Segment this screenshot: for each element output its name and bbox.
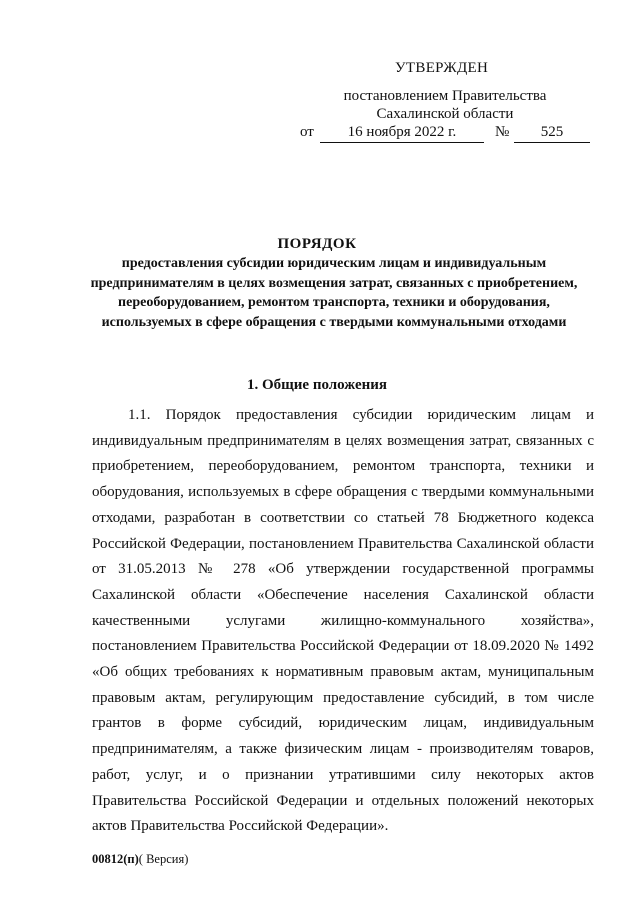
- approval-date: 16 ноября 2022 г.: [320, 124, 484, 143]
- footer-document-code: [92, 852, 188, 867]
- number-sign-label: №: [495, 124, 510, 140]
- date-from-label: от: [300, 124, 314, 140]
- document-title: ПОРЯДОК: [277, 236, 357, 252]
- section-heading: 1. Общие положения: [246, 377, 388, 393]
- footer-code: 00812(п): [92, 852, 139, 866]
- approval-region-line: Сахалинской области: [376, 106, 514, 122]
- approval-date-row: [0, 124, 634, 144]
- footer-version: ( Версия): [138, 852, 189, 866]
- document-subtitle: предоставления субсидии юридическим лицам и индивидуальным предпринимателям в целях возмещения затрат, связанных с приобретением, переоборудованием, ремонтом транспорта, техники и оборудования, используемых в сфере обращения с твердыми коммунальными отходами: [90, 256, 578, 330]
- approval-title: УТВЕРЖДЕН: [395, 60, 489, 76]
- approval-number: 525: [514, 124, 590, 143]
- section-paragraph: 1.1. Порядок предоставления субсидии юридическим лицам и индивидуальным предпринимателям в целях возмещения затрат, связанных с приобретением, переоборудованием, ремонтом транспорта, техники и оборудования, используемых в сфере обращения с твердыми коммунальными отходами, разработан в соответствии со статьей 78 Бюджетного кодекса Российской Федерации, постановлением Правительства Сахалинской области от 31.05.2013 № 278 «Об утверждении государственной программы Сахалинской области «Обеспечение населения Сахалинской области качественными услугами жилищно-коммунального хозяйства», постановлением Правительства Российской Федерации от 18.09.2020 № 1492 «Об общих требованиях к нормативным правовым актам, муниципальным правовым актам, регулирующим предоставление субсидий, в том числе грантов в форме субсидий, юридическим лицам, индивидуальным предпринимателям, а также физическим лицам - производителям товаров, работ, услуг, и о признании утратившими силу некоторых актов Правительства Российской Федерации и отдельных положений некоторых актов Правительства Российской Федерации».: [92, 407, 594, 835]
- approval-issuer-line: постановлением Правительства: [343, 88, 547, 104]
